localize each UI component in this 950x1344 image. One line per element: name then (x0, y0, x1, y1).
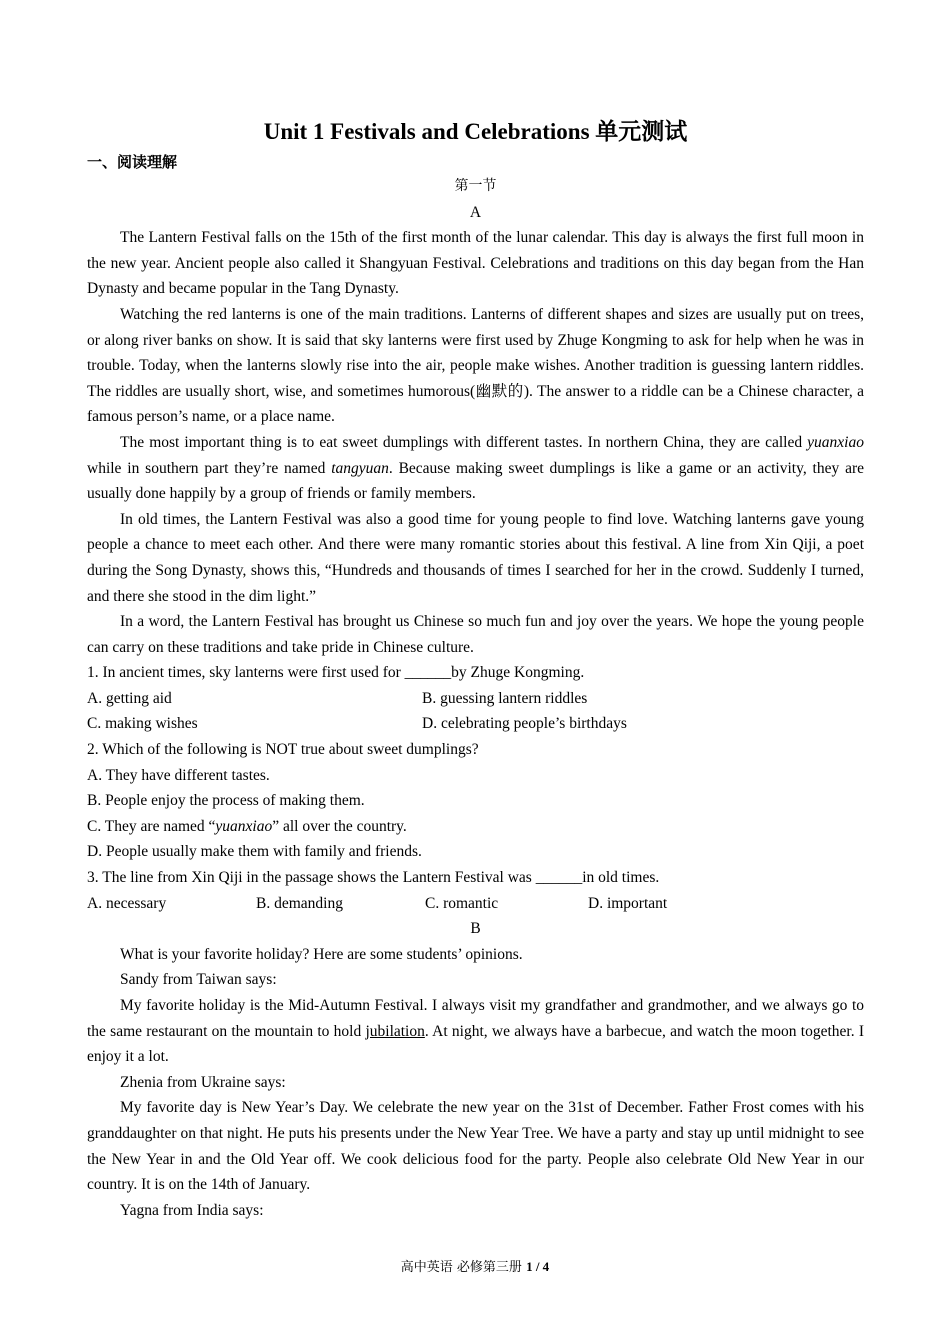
paragraph-text: The most important thing is to eat sweet dumplings with different tastes. In northern China, they are called (120, 433, 808, 451)
question-2-option-b: B. People enjoy the process of making them. (87, 792, 365, 810)
passage-b-label: B (470, 920, 481, 938)
question-2-option-c (87, 814, 864, 840)
passage-a-label: A (469, 203, 482, 221)
sandy-paragraph (87, 993, 864, 1070)
passage-a-paragraph-2: Watching the red lanterns is one of the main traditions. Lanterns of different shapes and sizes are usually put on trees, or along river banks on show. It is said that sky lanterns were first used by Zhuge Kongming to ask for help when he was in trouble. Today, when the lanterns slowly rise into the air, people make wishes. Another tradition is guessing lantern riddles. The riddles are usually short, wise, and sometimes humorous(幽默的). The answer to a riddle can be a Chinese character, a famous person’s name, or a place name. (87, 305, 864, 426)
speaker-zhenia: Zhenia from Ukraine says: (120, 1073, 286, 1091)
subsection-heading: 第一节 (454, 178, 497, 194)
option-b: B. guessing lantern riddles (422, 689, 588, 707)
passage-a-paragraph-1: The Lantern Festival falls on the 15th of the first month of the lunar calendar. This day is always the first full moon in the new year. Ancient people also called it Shangyuan Festival. Celebrations and traditions on this day began from the Han Dynasty and became popular in the Tang Dynasty. (87, 229, 864, 298)
paragraph-text: . Because making sweet dumplings is like a game or an activity, they are usually done happily by a group of friends or family members. (87, 459, 864, 503)
question-2-option-d: D. People usually make them with family and friends. (87, 843, 422, 861)
option-text: C. They are named “ (87, 817, 216, 835)
passage-a-paragraph-3 (87, 430, 864, 507)
page-number: 1 / 4 (526, 1259, 550, 1274)
italic-term: tangyuan (331, 459, 389, 477)
question-1: 1. In ancient times, sky lanterns were first used for ______by Zhuge Kongming. (87, 664, 585, 682)
underlined-word: jubilation (365, 1022, 425, 1040)
page-title: Unit 1 Festivals and Celebrations 单元测试 (263, 119, 688, 144)
option-d: D. important (588, 894, 668, 912)
question-3-options (87, 891, 864, 917)
option-d: D. celebrating people’s birthdays (422, 715, 627, 733)
option-a: A. getting aid (87, 689, 172, 707)
document-page (87, 116, 864, 1223)
section-heading: 一、阅读理解 (87, 153, 178, 171)
option-c: C. making wishes (87, 715, 198, 733)
question-1-options-row-2 (87, 711, 864, 737)
passage-b-intro: What is your favorite holiday? Here are some students’ opinions. (120, 945, 523, 963)
passage-a-paragraph-4: In old times, the Lantern Festival was also a good time for young people to find love. Watching lanterns gave young people a chance to meet each other. And there were many romantic stories about this festival. A line from Xin Qiji, a poet during the Song Dynasty, shows this, “Hundreds and thousands of times I searched for her in the crowd. Suddenly I turned, and there she stood in the dim light.” (87, 510, 864, 605)
option-a: A. necessary (87, 894, 167, 912)
question-3: 3. The line from Xin Qiji in the passage shows the Lantern Festival was ______in old times. (87, 869, 660, 887)
paragraph-text: . At night, we always have a barbecue, and watch the moon together. I enjoy it a lot. (87, 1022, 864, 1066)
italic-term: yuanxiao (807, 433, 864, 451)
option-c: C. romantic (425, 894, 499, 912)
italic-term: yuanxiao (215, 817, 273, 835)
option-b: B. demanding (256, 894, 343, 912)
zhenia-paragraph: My favorite day is New Year’s Day. We celebrate the new year on the 31st of December. Father Frost comes with his granddaughter on that night. He puts his presents under the New Year Tree. We have a party and stay up until midnight to see the New Year in and the Old Year off. We cook delicious food for the party. People also celebrate Old New Year in our country. It is on the 14th of January. (87, 1099, 864, 1194)
speaker-yagna: Yagna from India says: (120, 1201, 264, 1219)
question-2-option-a: A. They have different tastes. (87, 766, 270, 784)
paragraph-text: while in southern part they’re named (87, 459, 332, 477)
page-footer (0, 1258, 950, 1277)
paragraph-text: My favorite holiday is the Mid-Autumn Festival. I always visit my grandfather and grandmother, and we always go to the same restaurant on the mountain to hold (87, 997, 864, 1040)
question-2: 2. Which of the following is NOT true about sweet dumplings? (87, 741, 479, 759)
footer-text: 高中英语 必修第三册 (400, 1260, 527, 1275)
speaker-sandy: Sandy from Taiwan says: (120, 971, 277, 989)
question-1-options-row-1 (87, 686, 864, 712)
passage-a-paragraph-5: In a word, the Lantern Festival has brought us Chinese so much fun and joy over the years. We hope the young people can carry on these traditions and take pride in Chinese culture. (87, 613, 864, 656)
option-text: ” all over the country. (272, 817, 407, 835)
